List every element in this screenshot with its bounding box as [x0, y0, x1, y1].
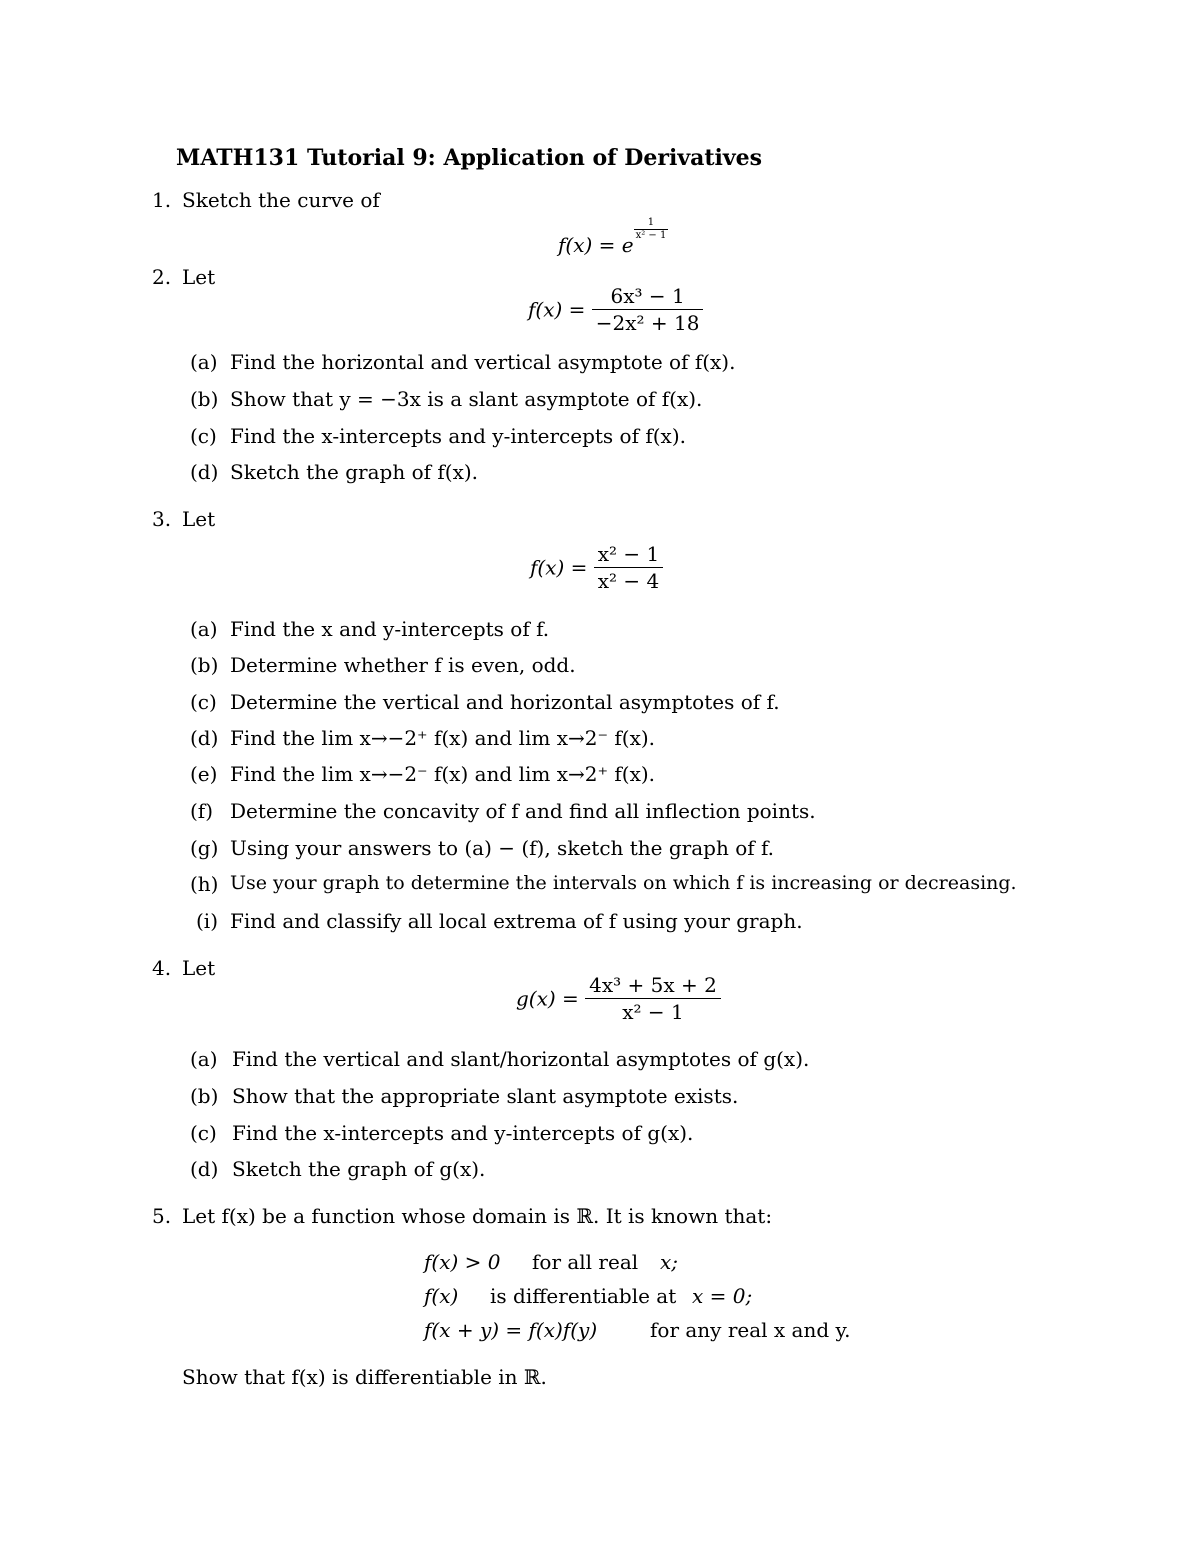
part-label: (g): [190, 836, 219, 860]
part-text: Find the x-intercepts and y-intercepts of g(x).: [232, 1121, 694, 1145]
fraction: [585, 975, 721, 1022]
part-text: Find the x-intercepts and y-intercepts of f(x).: [230, 424, 686, 448]
condition-tail: x;: [660, 1250, 679, 1274]
question-number: 3.: [152, 507, 172, 531]
part-label: (h): [190, 872, 219, 896]
part-label: (b): [190, 653, 219, 677]
part-label: (f): [190, 799, 214, 823]
fraction-numerator: 6x³ − 1: [610, 284, 685, 308]
part-text: Find the horizontal and vertical asymptote of f(x).: [230, 350, 736, 374]
conclusion-text: Show that f(x) is differentiable in ℝ.: [182, 1365, 547, 1389]
part-text: Find and classify all local extrema of f using your graph.: [230, 909, 803, 933]
equation: [528, 286, 703, 333]
part-text: Using your answers to (a) − (f), sketch the graph of f.: [230, 836, 775, 860]
part-label: (d): [190, 726, 219, 750]
part-text: Show that y = −3x is a slant asymptote of f(x).: [230, 387, 703, 411]
question-text: Sketch the curve of: [182, 188, 380, 212]
part-text: Determine whether f is even, odd.: [230, 653, 576, 677]
question-text: Let: [182, 956, 216, 980]
part-text: Determine the vertical and horizontal asymptotes of f.: [230, 690, 780, 714]
fraction-numerator: 4x³ + 5x + 2: [589, 973, 717, 997]
part-label: (e): [190, 762, 218, 786]
part-text: Sketch the graph of f(x).: [230, 460, 479, 484]
question-number: 5.: [152, 1204, 172, 1228]
equation: [530, 544, 663, 591]
part-label: (a): [190, 1047, 218, 1071]
fraction-numerator: x² − 1: [597, 542, 660, 566]
equation-lhs: f(x) =: [528, 297, 586, 322]
condition-expr: f(x): [424, 1284, 459, 1308]
equation-lhs: f(x) =: [530, 555, 588, 580]
part-text: Find the lim x→−2⁻ f(x) and lim x→2⁺ f(x).: [230, 762, 656, 786]
part-text: Find the vertical and slant/horizontal asymptotes of g(x).: [232, 1047, 810, 1071]
question-number: 1.: [152, 188, 172, 212]
exponent-denominator: x² − 1: [635, 230, 667, 241]
equation-lhs: g(x) =: [516, 986, 579, 1011]
part-label: (d): [190, 460, 219, 484]
question-text: Let: [182, 507, 216, 531]
fraction-denominator: −2x² + 18: [592, 309, 704, 333]
part-text: Find the lim x→−2⁺ f(x) and lim x→2⁻ f(x).: [230, 726, 656, 750]
part-label: (a): [190, 350, 218, 374]
fraction: [594, 544, 664, 591]
question-number: 4.: [152, 956, 172, 980]
question-text: Let: [182, 265, 216, 289]
part-text: Determine the concavity of f and find all inflection points.: [230, 799, 816, 823]
part-text: Use your graph to determine the intervals on which f is increasing or decreasing.: [230, 872, 1017, 894]
condition-expr: f(x + y) = f(x)f(y): [424, 1318, 598, 1342]
part-label: (b): [190, 387, 219, 411]
part-label: (a): [190, 617, 218, 641]
condition-text: is differentiable at: [490, 1284, 677, 1308]
part-label: (c): [190, 424, 217, 448]
part-label: (b): [190, 1084, 219, 1108]
condition-expr: f(x) > 0: [424, 1250, 501, 1274]
fraction-denominator: x² − 4: [594, 567, 664, 591]
equation: [516, 975, 721, 1022]
exponent-numerator: 1: [647, 217, 655, 228]
equation: [558, 218, 668, 255]
condition-text: for any real x and y.: [650, 1318, 851, 1342]
condition-tail: x = 0;: [692, 1284, 753, 1308]
part-label: (i): [196, 909, 219, 933]
condition-text: for all real: [532, 1250, 639, 1274]
part-label: (c): [190, 1121, 217, 1145]
part-text: Show that the appropriate slant asymptote exists.: [232, 1084, 739, 1108]
part-text: Find the x and y-intercepts of f.: [230, 617, 550, 641]
page-title: MATH131 Tutorial 9: Application of Derivatives: [176, 145, 763, 171]
question-text: Let f(x) be a function whose domain is ℝ. It is known that:: [182, 1204, 773, 1228]
exponent-fraction: [634, 218, 669, 241]
equation-lhs: f(x) = e: [558, 233, 634, 257]
part-label: (c): [190, 690, 217, 714]
fraction-denominator: x² − 1: [585, 998, 721, 1022]
question-number: 2.: [152, 265, 172, 289]
part-text: Sketch the graph of g(x).: [232, 1157, 486, 1181]
part-label: (d): [190, 1157, 219, 1181]
fraction: [592, 286, 704, 333]
